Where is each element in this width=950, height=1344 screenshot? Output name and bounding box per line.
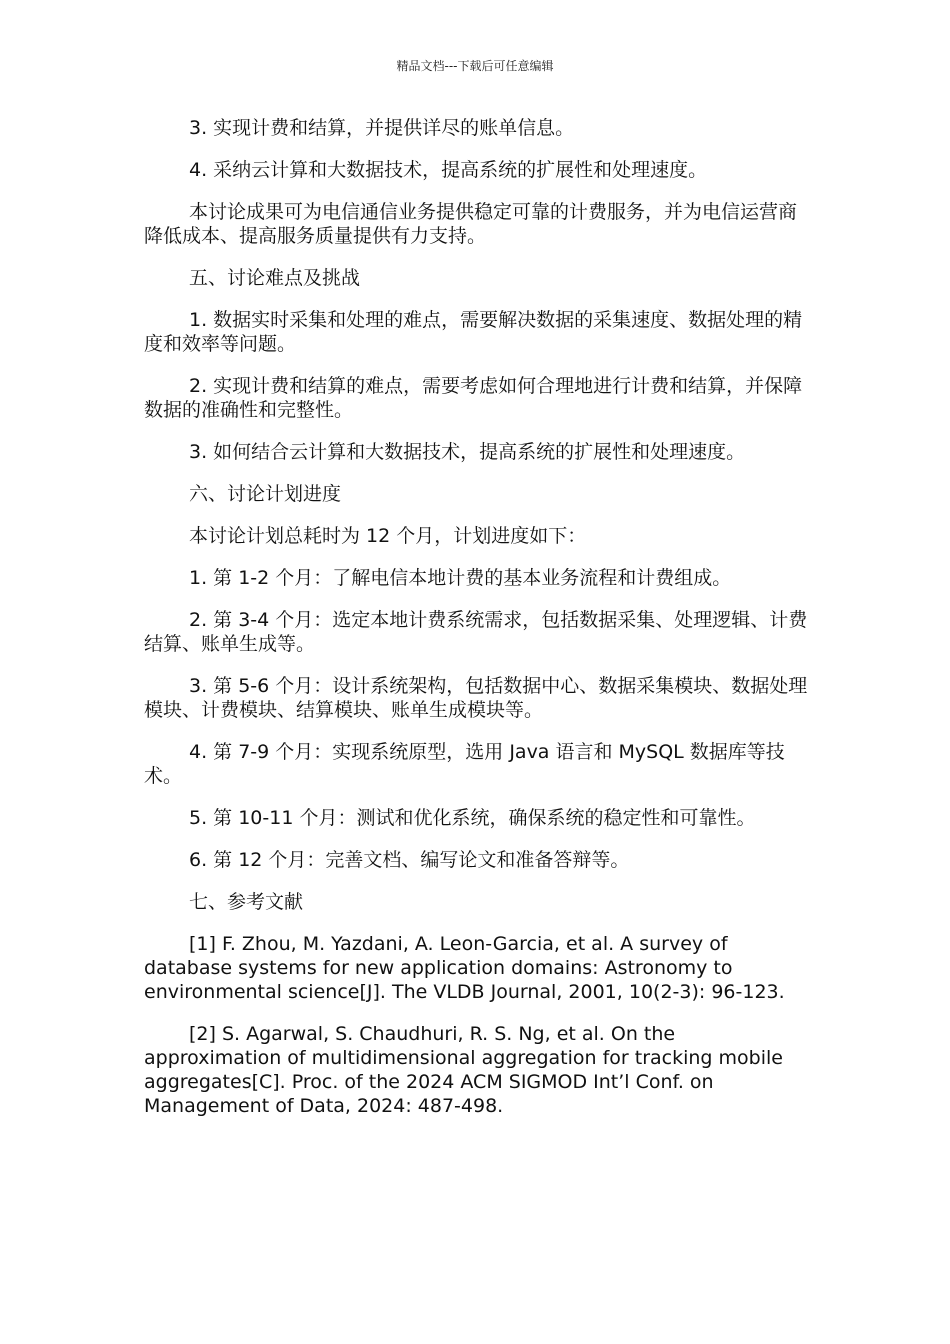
schedule-item-3: 3. 第 5-6 个月：设计系统架构，包括数据中心、数据采集模块、数据处理模块、计费模块、结算模块、账单生成模块等。 — [144, 675, 808, 721]
goal-item-4: 4. 采纳云计算和大数据技术，提高系统的扩展性和处理速度。 — [189, 159, 708, 181]
conclusion-paragraph: 本讨论成果可为电信通信业务提供稳定可靠的计费服务，并为电信运营商降低成本、提高服务质量提供有力支持。 — [144, 201, 798, 247]
page-header: 精品文档---下载后可任意编辑 — [396, 59, 554, 73]
schedule-item-4: 4. 第 7-9 个月：实现系统原型，选用 Java 语言和 MySQL 数据库等技术。 — [144, 741, 785, 787]
section-7-heading: 七、参考文献 — [189, 891, 304, 913]
section-5-heading: 五、讨论难点及挑战 — [189, 267, 361, 289]
schedule-intro: 本讨论计划总耗时为 12 个月，计划进度如下： — [189, 525, 587, 547]
difficulty-item-1: 1. 数据实时采集和处理的难点，需要解决数据的采集速度、数据处理的精度和效率等问题。 — [144, 309, 803, 355]
difficulty-item-3: 3. 如何结合云计算和大数据技术，提高系统的扩展性和处理速度。 — [189, 441, 746, 463]
difficulty-item-2: 2. 实现计费和结算的难点，需要考虑如何合理地进行计费和结算，并保障数据的准确性和完整性。 — [144, 375, 803, 421]
schedule-item-6: 6. 第 12 个月：完善文档、编写论文和准备答辩等。 — [189, 849, 630, 871]
schedule-item-5: 5. 第 10-11 个月：测试和优化系统，确保系统的稳定性和可靠性。 — [189, 807, 756, 829]
reference-2: [2] S. Agarwal, S. Chaudhuri, R. S. Ng, et al. On the approximation of multidimensional aggregation for tracking mobile aggregates[C]. Proc. of the 2024 ACM SIGMOD Int’l Conf. on Management of Data, 2024: 487-498. — [144, 1023, 783, 1117]
schedule-item-2: 2. 第 3-4 个月：选定本地计费系统需求，包括数据采集、处理逻辑、计费结算、账单生成等。 — [144, 609, 808, 655]
document-body — [144, 116, 808, 1136]
schedule-item-1: 1. 第 1-2 个月：了解电信本地计费的基本业务流程和计费组成。 — [189, 567, 732, 589]
reference-1: [1] F. Zhou, M. Yazdani, A. Leon-Garcia, et al. A survey of database systems for new application domains: Astronomy to environmental science[J]. The VLDB Journal, 2001, 10(2-3): 96-123. — [144, 933, 785, 1003]
section-6-heading: 六、讨论计划进度 — [189, 483, 342, 505]
goal-item-3: 3. 实现计费和结算，并提供详尽的账单信息。 — [189, 117, 575, 139]
